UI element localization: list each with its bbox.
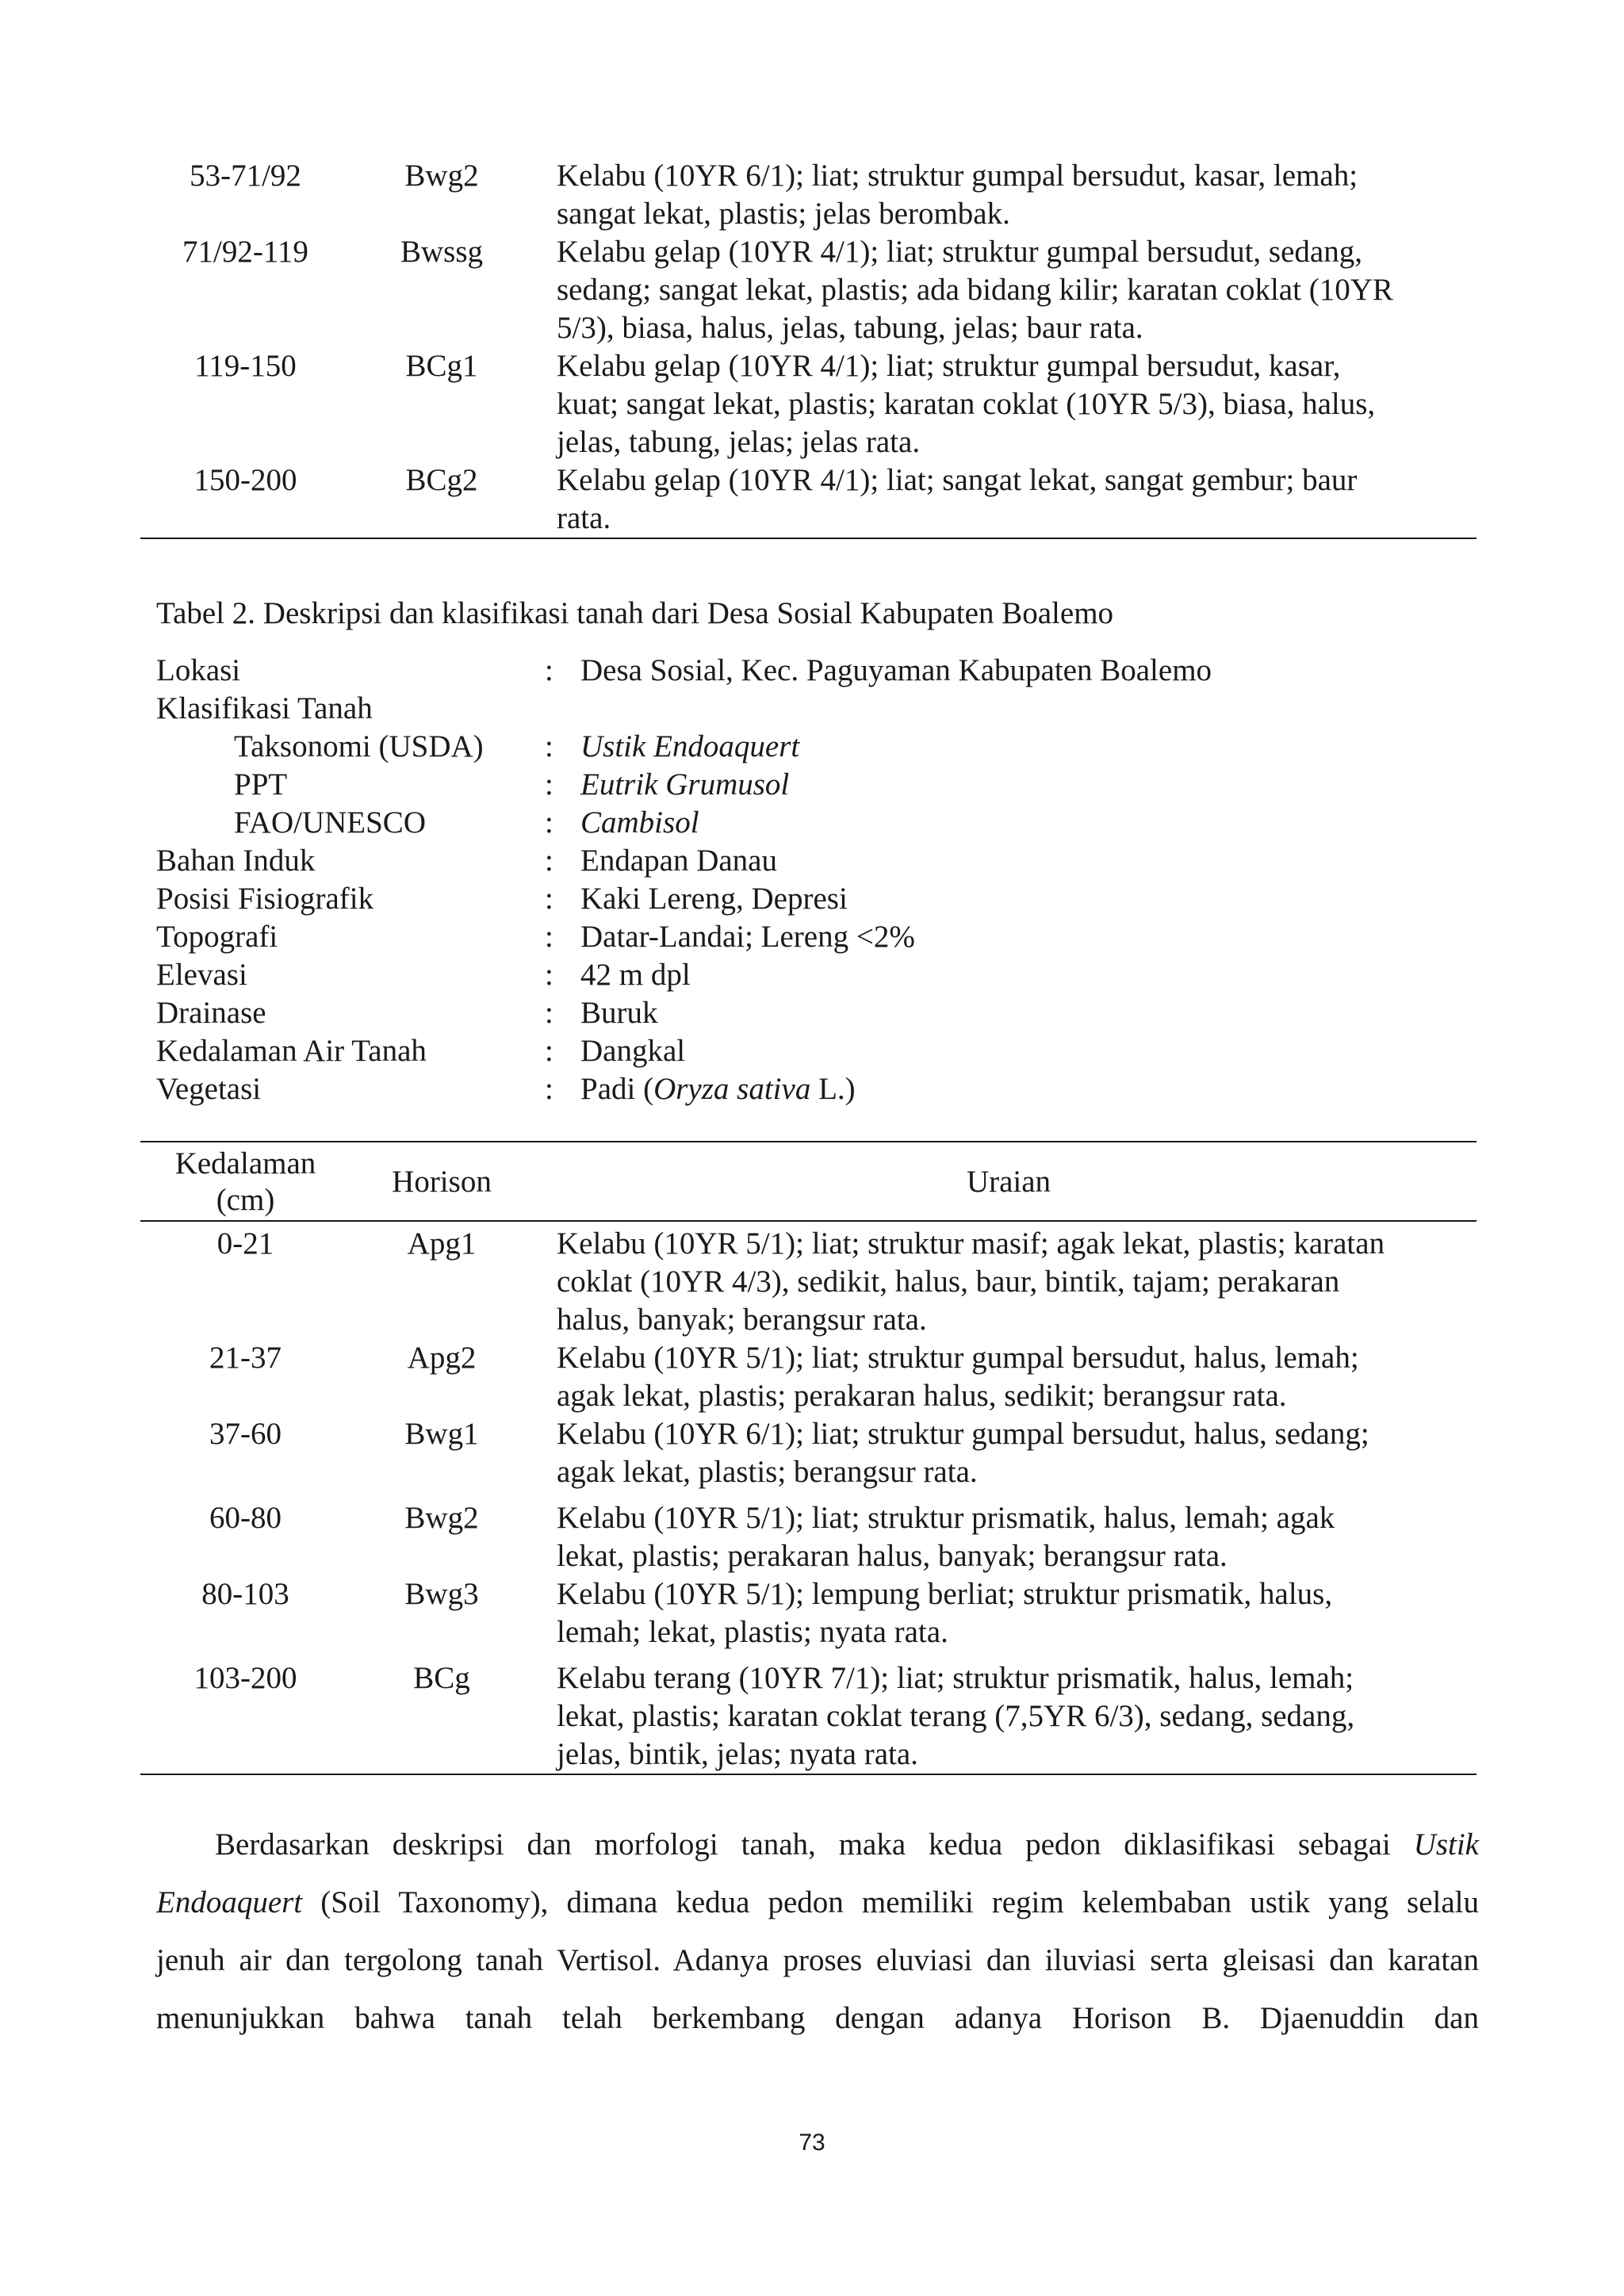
paragraph-text: Berdasarkan deskripsi dan morfologi tanah, maka kedua pedon diklasifikasi sebagai [215,1827,1391,1862]
info-colon: : [545,1034,553,1068]
description-line: lekat, plastis; karatan coklat terang (7,5YR 6/3), sedang, sedang, [557,1699,1355,1733]
table-row [140,1651,1477,1774]
description-line: Kelabu (10YR 5/1); liat; struktur masif; agak lekat, plastis; karatan [557,1226,1385,1261]
paragraph-line [156,1816,1479,1873]
info-label: Topografi [156,920,278,954]
info-row-air-tanah [156,1032,1346,1070]
horizon-cell: Bwg1 [404,1417,479,1451]
depth-cell: 37-60 [209,1417,282,1451]
paragraph-italic: Endoaquert [156,1885,303,1919]
info-colon: : [545,653,553,687]
description-line: halus, banyak; berangsur rata. [557,1303,927,1337]
description-line: rata. [557,501,611,535]
info-row-bahan-induk [156,842,1346,880]
info-label: Drainase [156,996,266,1030]
description-line: sangat lekat, plastis; jelas berombak. [557,197,1010,231]
info-value: Desa Sosial, Kec. Paguyaman Kabupaten Boalemo [580,653,1212,687]
paragraph-line: menunjukkan bahwa tanah telah berkembang dengan adanya Horison B. Djaenuddin dan [156,2001,1479,2035]
info-value: Datar-Landai; Lereng <2% [580,920,915,954]
info-colon: : [545,920,553,954]
description-line: Kelabu (10YR 5/1); lempung berliat; struktur prismatik, halus, [557,1577,1333,1611]
horizon-cell: BCg1 [405,349,478,383]
info-value [580,1070,1346,1108]
info-label: Lokasi [156,653,241,687]
description-line: kuat; sangat lekat, plastis; karatan coklat (10YR 5/3), biasa, halus, [557,387,1376,421]
info-colon: : [545,882,553,916]
info-value: 42 m dpl [580,958,691,992]
description-line: 5/3), biasa, halus, jelas, tabung, jelas; baur rata. [557,311,1143,345]
soil-description-table-continued [140,157,1477,539]
column-header-horizon: Horison [374,1142,557,1221]
info-value: Eutrik Grumusol [580,767,790,802]
table-row [140,1491,1477,1575]
info-label: Klasifikasi Tanah [156,691,373,725]
horizon-cell: Bwg3 [404,1577,479,1611]
table-row [140,157,1477,233]
soil-description-table [140,1141,1477,1775]
table-row [140,1221,1477,1339]
depth-cell: 53-71/92 [190,159,301,193]
info-value: Cambisol [580,806,699,840]
paragraph-line [156,1873,1479,1931]
column-header-depth [140,1142,374,1221]
table-row [140,1339,1477,1415]
description-cell [557,461,1477,538]
paragraph-line: jenuh air dan tergolong tanah Vertisol. Adanya proses eluviasi dan iluviasi serta gleisasi dan karatan [156,1943,1479,1977]
description-line: Kelabu gelap (10YR 4/1); liat; sangat lekat, sangat gembur; baur [557,463,1358,497]
description-line: jelas, bintik, jelas; nyata rata. [557,1737,918,1771]
info-label: Elevasi [156,958,247,992]
description-line: Kelabu terang (10YR 7/1); liat; struktur prismatik, halus, lemah; [557,1661,1354,1695]
info-value: Dangkal [580,1034,686,1068]
description-cell [557,1415,1477,1491]
description-line: sedang; sangat lekat, plastis; ada bidang kilir; karatan coklat (10YR [557,273,1393,307]
table-row [140,233,1477,347]
depth-cell: 71/92-119 [182,235,308,269]
info-label: Kedalaman Air Tanah [156,1034,427,1068]
info-label: Vegetasi [156,1072,262,1106]
info-row-lokasi [156,652,1346,690]
description-cell [557,157,1477,233]
vegetasi-species: Oryza sativa [653,1072,811,1106]
info-label: Bahan Induk [156,844,316,878]
table-row [140,1575,1477,1651]
info-label: Taksonomi (USDA) [234,729,484,763]
horizon-cell: Bwssg [400,235,484,269]
info-row-vegetasi [156,1070,1346,1108]
table-caption: Tabel 2. Deskripsi dan klasifikasi tanah dari Desa Sosial Kabupaten Boalemo [156,596,1114,630]
description-cell [557,1339,1477,1415]
paragraph-italic: Ustik [1413,1827,1479,1862]
description-cell [557,1651,1477,1774]
info-colon: : [545,844,553,878]
description-cell [557,1491,1477,1575]
table-row [140,461,1477,538]
description-cell [557,1221,1477,1339]
description-line: coklat (10YR 4/3), sedikit, halus, baur, bintik, tajam; perakaran [557,1265,1340,1299]
depth-cell: 0-21 [216,1226,274,1261]
description-line: agak lekat, plastis; perakaran halus, sedikit; berangsur rata. [557,1379,1287,1413]
info-row-taksonomi [156,728,1346,766]
horizon-cell: Apg1 [407,1226,477,1261]
table-row [140,1415,1477,1491]
info-label: PPT [234,767,288,802]
info-value: Buruk [580,996,658,1030]
info-row-drainase [156,994,1346,1032]
column-header-description: Uraian [557,1142,1477,1221]
info-colon: : [545,958,553,992]
info-row-topografi [156,918,1346,956]
description-line: jelas, tabung, jelas; jelas rata. [557,425,921,459]
depth-cell: 60-80 [209,1501,282,1535]
page-number: 73 [799,2130,825,2156]
depth-cell: 80-103 [201,1577,289,1611]
depth-cell: 21-37 [209,1341,282,1375]
depth-cell: 119-150 [194,349,297,383]
description-line: lekat, plastis; perakaran halus, banyak; berangsur rata. [557,1539,1228,1573]
info-value: Kaki Lereng, Depresi [580,882,848,916]
description-line: Kelabu (10YR 5/1); liat; struktur prismatik, halus, lemah; agak [557,1501,1335,1535]
table-row [140,347,1477,461]
info-value: Endapan Danau [580,844,777,878]
description-line: Kelabu gelap (10YR 4/1); liat; struktur gumpal bersudut, kasar, [557,349,1341,383]
horizon-cell: Bwg2 [404,159,479,193]
info-colon: : [545,996,553,1030]
description-line: Kelabu gelap (10YR 4/1); liat; struktur gumpal bersudut, sedang, [557,235,1362,269]
soil-profile-info [156,652,1346,1108]
description-line: Kelabu (10YR 6/1); liat; struktur gumpal bersudut, kasar, lemah; [557,159,1358,193]
horizon-cell: BCg2 [405,463,478,497]
header-depth-unit: (cm) [216,1183,275,1217]
info-row-elevasi [156,956,1346,994]
info-row-ppt [156,766,1346,804]
paragraph-text: (Soil Taxonomy), dimana kedua pedon memiliki regim kelembaban ustik yang selalu [320,1885,1479,1919]
vegetasi-prefix: Padi ( [580,1072,654,1106]
description-line: Kelabu (10YR 5/1); liat; struktur gumpal bersudut, halus, lemah; [557,1341,1359,1375]
description-cell [557,347,1477,461]
header-depth-line: Kedalaman [174,1146,316,1181]
vegetasi-suffix: L.) [810,1072,856,1106]
info-colon: : [545,1072,553,1106]
info-row-klasifikasi [156,690,1346,728]
description-line: lemah; lekat, plastis; nyata rata. [557,1615,948,1649]
description-cell [557,1575,1477,1651]
description-line: Kelabu (10YR 6/1); liat; struktur gumpal bersudut, halus, sedang; [557,1417,1369,1451]
horizon-cell: Bwg2 [404,1501,479,1535]
info-row-fao [156,804,1346,842]
info-value: Ustik Endoaquert [580,729,800,763]
info-colon: : [545,806,553,840]
horizon-cell: Apg2 [407,1341,477,1375]
info-colon: : [545,767,553,802]
depth-cell: 103-200 [193,1661,297,1695]
body-paragraph [156,1816,1479,2047]
info-label: Posisi Fisiografik [156,882,374,916]
description-cell [557,233,1477,347]
depth-cell: 150-200 [193,463,297,497]
table-header-row [140,1142,1477,1221]
description-line: agak lekat, plastis; berangsur rata. [557,1455,978,1489]
horizon-cell: BCg [413,1661,470,1695]
info-row-posisi [156,880,1346,918]
info-colon: : [545,729,553,763]
info-label: FAO/UNESCO [234,806,426,840]
